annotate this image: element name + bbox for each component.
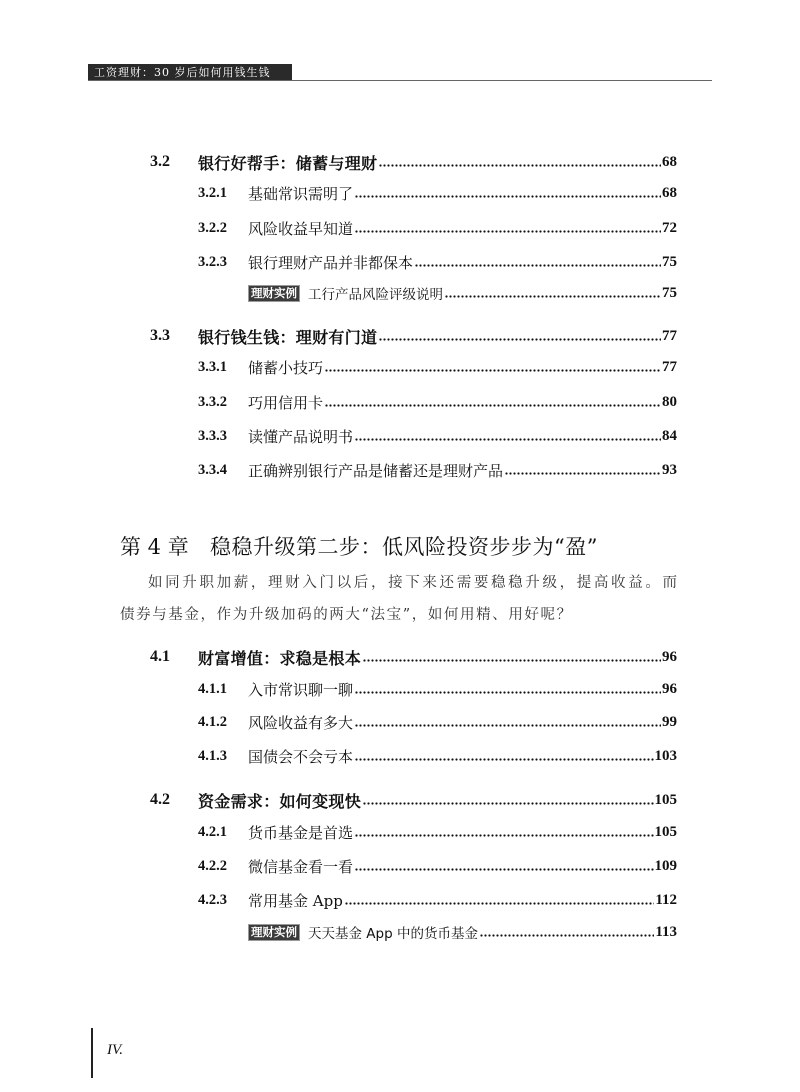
subsection-number: 3.2.2 [198, 219, 227, 236]
subsection-title: 常用基金 App [248, 891, 343, 910]
subsection-title: 储蓄小技巧 [248, 358, 324, 377]
toc-entry-3-2-2 [198, 217, 677, 239]
section-title: 银行钱生钱：理财有门道 [198, 327, 378, 347]
subsection-number: 3.3.1 [198, 358, 227, 375]
dot-leader [355, 724, 661, 727]
toc-entry-4-2-3 [198, 889, 677, 911]
chapter-label: 第 4 章 [120, 535, 189, 559]
subsection-number: 4.2.2 [198, 857, 227, 874]
toc-entry-4-2 [150, 789, 677, 811]
page-number: 96 [662, 680, 677, 697]
subsection-title: 货币基金是首选 [248, 823, 354, 842]
subsection-number: 3.3.2 [198, 393, 227, 410]
page-number: 96 [662, 648, 677, 665]
subsection-number: 4.1.2 [198, 713, 227, 730]
subsection-number: 3.3.4 [198, 461, 227, 478]
subsection-number: 4.1.3 [198, 747, 227, 764]
case-study-badge: 理财实例 [248, 285, 300, 302]
subsection-title: 读懂产品说明书 [248, 427, 354, 446]
case-study-badge: 理财实例 [248, 924, 300, 941]
section-title: 财富增值：求稳是根本 [198, 648, 362, 668]
page-number: 93 [662, 461, 677, 478]
section-title: 资金需求：如何变现快 [198, 791, 362, 811]
page-number: 68 [662, 184, 677, 201]
subsection-title: 银行理财产品并非都保本 [248, 253, 414, 272]
dot-leader [363, 659, 661, 662]
page-number: 99 [662, 713, 677, 730]
toc-entry-3-3-4 [198, 459, 677, 481]
toc-entry-3-3 [150, 325, 677, 347]
dot-leader [480, 934, 654, 937]
toc-case-study-3-2 [248, 282, 677, 304]
section-title: 银行好帮手：储蓄与理财 [198, 153, 378, 173]
dot-leader [355, 438, 661, 441]
subsection-title: 入市常识聊一聊 [248, 680, 354, 699]
subsection-title: 微信基金看一看 [248, 857, 354, 876]
page-number: 112 [655, 891, 677, 908]
dot-leader [355, 195, 661, 198]
dot-leader [355, 868, 653, 871]
dot-leader [345, 902, 655, 905]
page-number: 113 [655, 923, 677, 940]
header-rule [88, 80, 712, 81]
section-number: 3.2 [150, 153, 170, 170]
page-number: 105 [654, 823, 677, 840]
subsection-number: 3.3.3 [198, 427, 227, 444]
dot-leader [355, 758, 653, 761]
section-number: 4.1 [150, 648, 170, 665]
dot-leader [445, 295, 661, 298]
dot-leader [505, 472, 661, 475]
subsection-number: 4.1.1 [198, 680, 227, 697]
dot-leader [415, 264, 661, 267]
page-number: 103 [654, 747, 677, 764]
dot-leader [379, 338, 661, 341]
subsection-title: 巧用信用卡 [248, 393, 324, 412]
dot-leader [355, 230, 661, 233]
section-number: 4.2 [150, 791, 170, 808]
page-number: 68 [662, 153, 677, 170]
subsection-title: 正确辨别银行产品是储蓄还是理财产品 [248, 461, 504, 480]
dot-leader [379, 164, 661, 167]
page-number: 105 [654, 791, 677, 808]
toc-entry-4-1-1 [198, 678, 677, 700]
toc-case-study-4-2 [248, 921, 677, 943]
toc-entry-3-2-3 [198, 251, 677, 273]
subsection-number: 3.2.1 [198, 184, 227, 201]
folio-rule [91, 1028, 93, 1078]
toc-entry-4-1 [150, 646, 677, 668]
section-number: 3.3 [150, 327, 170, 344]
case-study-title: 工行产品风险评级说明 [308, 287, 443, 303]
toc-entry-4-2-2 [198, 855, 677, 877]
page-number: 84 [662, 427, 677, 444]
page-number: 75 [662, 253, 677, 270]
dot-leader [355, 691, 661, 694]
chapter-heading [120, 531, 680, 561]
subsection-number: 4.2.1 [198, 823, 227, 840]
running-header: 工资理财：30 岁后如何用钱生钱 [88, 64, 292, 81]
chapter-intro-line: 如同升职加薪，理财入门以后，接下来还需要稳稳升级，提高收益。而 [148, 575, 677, 591]
toc-entry-3-2-1 [198, 182, 677, 204]
page-number: 77 [662, 327, 677, 344]
toc-entry-3-2 [150, 151, 677, 173]
folio-page-number: IV. [107, 1042, 123, 1058]
toc-entry-3-3-2 [198, 391, 677, 413]
toc-entry-4-2-1 [198, 821, 677, 843]
page-number: 80 [662, 393, 677, 410]
toc-entry-4-1-3 [198, 745, 677, 767]
page-number: 72 [662, 219, 677, 236]
subsection-title: 国债会不会亏本 [248, 747, 354, 766]
toc-entry-3-3-1 [198, 356, 677, 378]
subsection-number: 3.2.3 [198, 253, 227, 270]
dot-leader [355, 834, 653, 837]
toc-entry-4-1-2 [198, 711, 677, 733]
toc-entry-3-3-3 [198, 425, 677, 447]
chapter-title: 稳稳升级第二步：低风险投资步步为“盈” [210, 535, 598, 559]
chapter-intro-line: 债券与基金，作为升级加码的两大“法宝”，如何用精、用好呢？ [120, 607, 573, 623]
subsection-title: 风险收益有多大 [248, 713, 354, 732]
page-number: 109 [654, 857, 677, 874]
dot-leader [363, 802, 653, 805]
subsection-title: 风险收益早知道 [248, 219, 354, 238]
subsection-number: 4.2.3 [198, 891, 227, 908]
dot-leader [325, 404, 661, 407]
case-study-title: 天天基金 App 中的货币基金 [308, 926, 478, 942]
page-number: 75 [662, 284, 677, 301]
page-number: 77 [662, 358, 677, 375]
subsection-title: 基础常识需明了 [248, 184, 354, 203]
dot-leader [325, 369, 661, 372]
